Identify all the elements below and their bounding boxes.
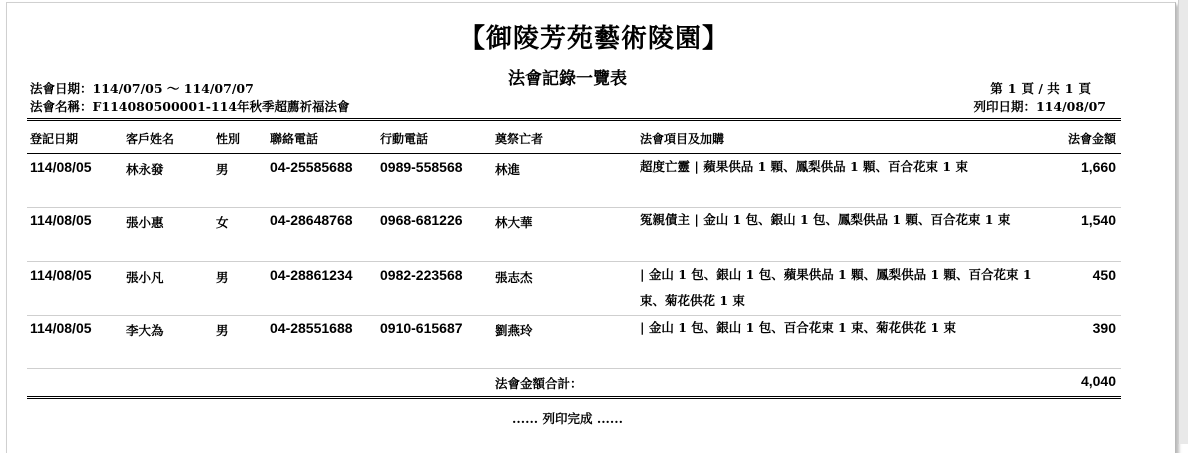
row-1-items: 超度亡靈 | 蘋果供品 1 顆、鳳梨供品 1 顆、百合花束 1 束 (640, 159, 968, 174)
column-header-customer: 客戶姓名 (126, 132, 175, 146)
ceremony-date-to: 114/07/07 (183, 81, 254, 96)
row-1-sex: 男 (216, 162, 229, 177)
ceremony-name (30, 97, 350, 115)
row-4-items: | 金山 1 包、銀山 1 包、百合花束 1 束、菊花供花 1 束 (640, 320, 957, 335)
print-date-label: 列印日期： (973, 99, 1036, 114)
total-amount: 4,040 (1080, 373, 1116, 389)
column-header-amount: 法會金額 (1067, 132, 1116, 146)
row-2-sex: 女 (216, 215, 229, 230)
row-3-items: | 金山 1 包、銀山 1 包、蘋果供品 1 顆、鳳梨供品 1 顆、百合花束 1 束、菊花供花 1 束 (640, 267, 1032, 308)
row-2-deceased: 林大華 (495, 215, 533, 230)
row-1-amount: 1,660 (1080, 159, 1116, 175)
row-2-items: 冤親債主 | 金山 1 包、銀山 1 包、鳳梨供品 1 顆、百合花束 1 束 (640, 212, 1011, 227)
row-2-phone: 04-28648768 (270, 212, 353, 228)
row-4-customer: 李大為 (126, 323, 164, 338)
page-suffix: 頁 (1078, 81, 1091, 96)
print-date (973, 97, 1106, 115)
row-4-date: 114/08/05 (30, 320, 92, 336)
ceremony-date-separator: ～ (166, 81, 180, 96)
table-bottom-rule-inner (27, 398, 1121, 399)
row-3-sex: 男 (216, 270, 229, 285)
column-header-deceased: 奠祭亡者 (495, 132, 544, 146)
page-number: 1 (1007, 81, 1017, 96)
row-divider (27, 368, 1121, 369)
row-3-deceased: 張志杰 (495, 270, 533, 285)
print-complete-footer: ...... 列印完成 ...... (512, 411, 623, 426)
row-4-phone: 04-28551688 (270, 320, 353, 336)
row-4-deceased: 劉燕玲 (495, 323, 533, 338)
ceremony-date-from: 114/07/05 (92, 81, 163, 96)
ceremony-name-label: 法會名稱： (30, 99, 93, 114)
column-header-phone: 聯絡電話 (270, 132, 319, 146)
row-1-date: 114/08/05 (30, 159, 92, 175)
row-3-phone: 04-28861234 (270, 267, 353, 283)
page-mid: 頁 / 共 (1021, 81, 1060, 96)
table-bottom-rule (27, 396, 1121, 397)
row-4-sex: 男 (216, 323, 229, 338)
row-2-date: 114/08/05 (30, 212, 92, 228)
row-3-amount: 450 (1092, 267, 1116, 283)
viewer-background (1178, 0, 1188, 444)
row-1-phone: 04-25585688 (270, 159, 353, 175)
ceremony-date-range (30, 79, 254, 97)
page-indicator (990, 79, 1091, 97)
row-2-amount: 1,540 (1080, 212, 1116, 228)
row-1-customer: 林永發 (126, 162, 164, 177)
print-date-value: 114/08/07 (1035, 99, 1106, 114)
row-4-amount: 390 (1092, 320, 1116, 336)
page-total: 1 (1064, 81, 1074, 96)
organization-title: 【御陵芳苑藝術陵園】 (458, 24, 729, 54)
row-3-date: 114/08/05 (30, 267, 92, 283)
report-title: 法會記錄一覽表 (508, 69, 627, 89)
ceremony-name-value: F114080500001-114年秋季超薦祈福法會 (92, 99, 350, 114)
column-header-date: 登記日期 (30, 132, 79, 146)
total-label: 法會金額合計： (495, 376, 583, 391)
row-2-mobile: 0968-681226 (380, 212, 463, 228)
row-2-customer: 張小惠 (126, 215, 164, 230)
table-top-rule-inner (27, 120, 1121, 121)
row-3-customer: 張小凡 (126, 270, 164, 285)
column-header-items: 法會項目及加購 (640, 132, 725, 146)
row-3-mobile: 0982-223568 (380, 267, 463, 283)
column-header-sex: 性別 (216, 132, 241, 146)
row-4-mobile: 0910-615687 (380, 320, 463, 336)
table-top-rule (27, 118, 1121, 119)
column-header-mobile: 行動電話 (380, 132, 429, 146)
row-1-mobile: 0989-558568 (380, 159, 463, 175)
ceremony-date-label: 法會日期： (30, 81, 93, 96)
page-prefix: 第 (990, 81, 1003, 96)
row-1-deceased: 林進 (495, 162, 521, 177)
